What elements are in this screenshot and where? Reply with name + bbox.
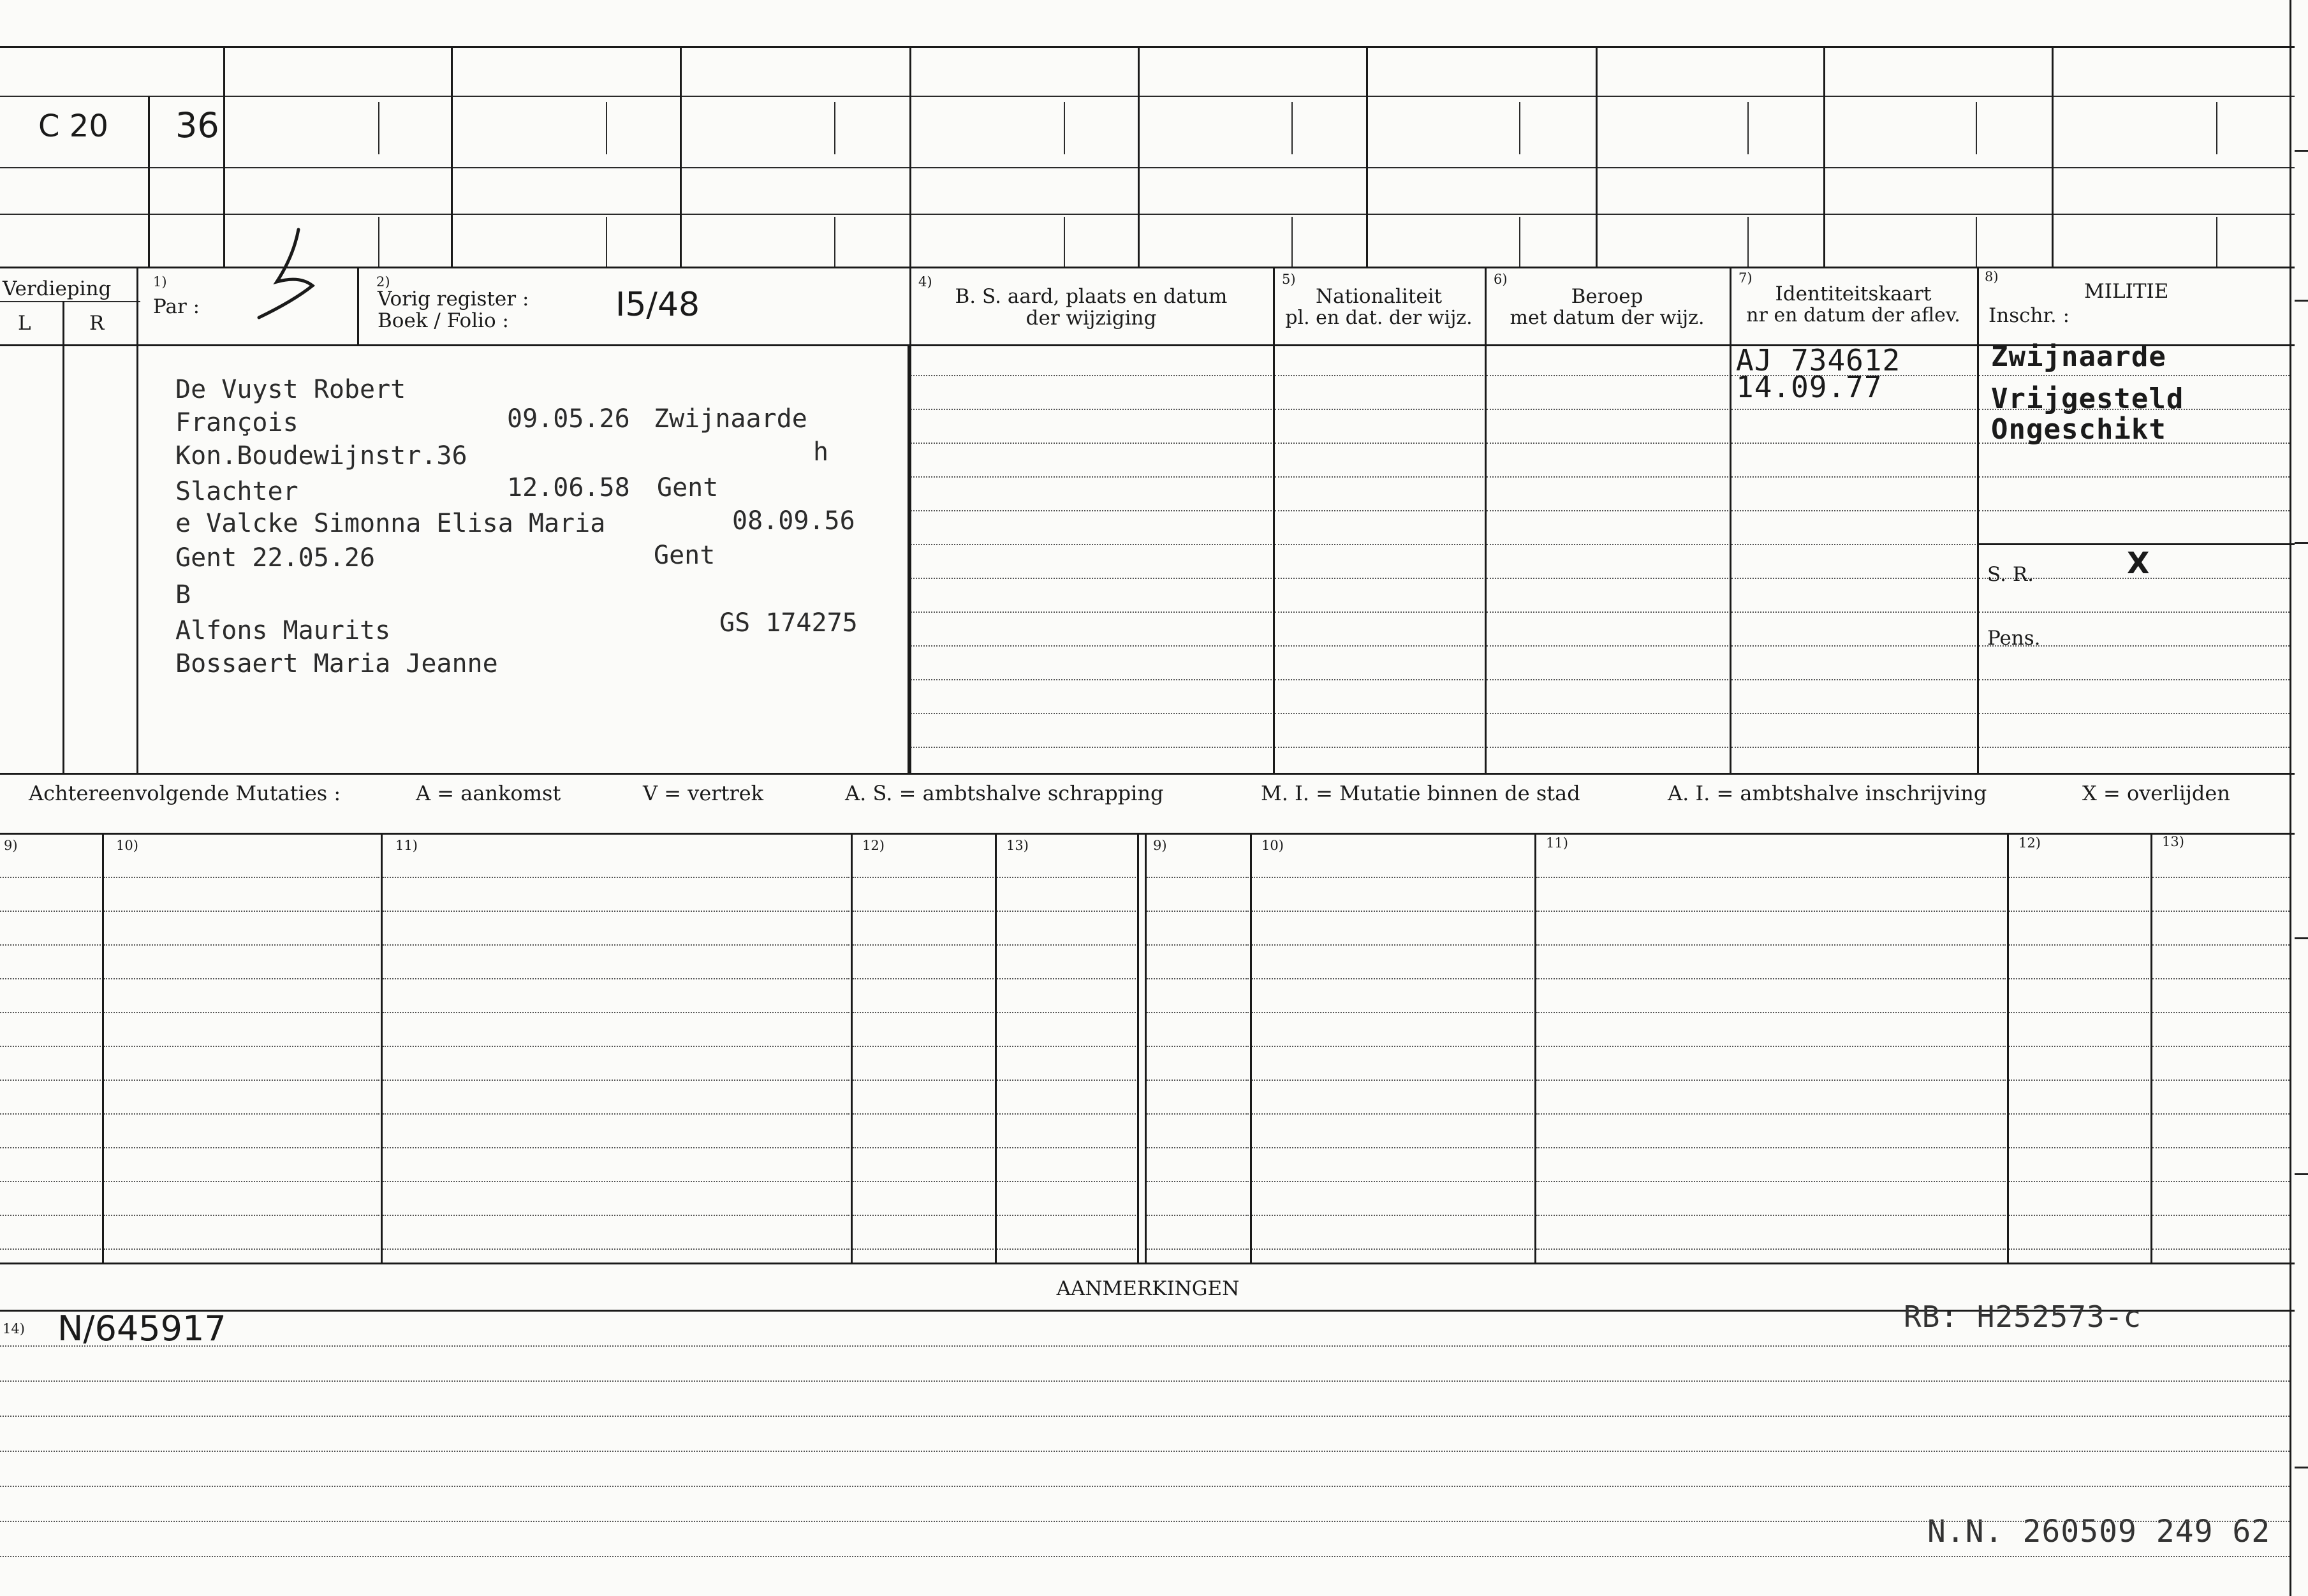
ruled-line xyxy=(997,1147,1136,1148)
legend-a: A = aankomst xyxy=(416,781,561,805)
ruled-line xyxy=(1487,409,1728,410)
ruled-line xyxy=(1252,978,1533,979)
ruled-line xyxy=(383,1215,849,1216)
ruled-line xyxy=(997,1080,1136,1081)
ruled-line xyxy=(0,877,101,878)
ruled-line xyxy=(911,476,1272,478)
ruled-line xyxy=(1487,476,1728,478)
ruled-line xyxy=(0,1248,101,1250)
ruled-line xyxy=(1147,944,1249,946)
ruled-line xyxy=(383,978,849,979)
ruled-line xyxy=(1147,1046,1249,1047)
mut-col-11: 11) xyxy=(395,838,418,853)
h-mark: h xyxy=(813,437,829,467)
ruled-line xyxy=(383,1012,849,1013)
ruled-line xyxy=(911,645,1272,647)
ruled-line xyxy=(2009,1113,2149,1115)
ruled-line xyxy=(853,1248,994,1250)
ruled-line xyxy=(1487,578,1728,579)
ruled-line xyxy=(2009,1080,2149,1081)
person-line: Slachter xyxy=(175,477,298,506)
ruled-line xyxy=(2009,877,2149,878)
ruled-line xyxy=(1275,510,1483,511)
ruled-line xyxy=(383,911,849,912)
ruled-line xyxy=(853,1080,994,1081)
ruled-line xyxy=(0,1486,2290,1487)
mut-col-12b: 12) xyxy=(2018,835,2041,851)
ruled-line xyxy=(1252,1113,1533,1115)
ruled-line xyxy=(2152,1080,2290,1081)
nn-number: N.N. 260509 249 62 xyxy=(1927,1514,2271,1549)
ruled-line xyxy=(1536,1012,2006,1013)
ruled-line xyxy=(1487,679,1728,680)
ruled-line xyxy=(0,1215,101,1216)
remarks-value: N/645917 xyxy=(57,1308,226,1349)
ruled-line xyxy=(1487,645,1728,647)
ruled-line xyxy=(1275,747,1483,748)
id-card-number: AJ 734612 xyxy=(1736,343,1901,377)
ruled-line xyxy=(0,1345,2290,1347)
ruled-line xyxy=(1147,1080,1249,1081)
person-line: Kon.Boudewijnstr.36 xyxy=(175,441,467,471)
ruled-line xyxy=(104,1046,379,1047)
ruled-line xyxy=(2152,911,2290,912)
ruled-line xyxy=(1275,713,1483,714)
militie-heading: MILITIE xyxy=(2084,280,2169,303)
ruled-line xyxy=(1275,578,1483,579)
ruled-line xyxy=(1536,1181,2006,1182)
rb-number: RB: H252573-c xyxy=(1904,1299,2142,1334)
ruled-line xyxy=(2152,1248,2290,1250)
ruled-line xyxy=(1275,476,1483,478)
date-2: 12.06.58 xyxy=(507,473,630,502)
ruled-line xyxy=(1252,944,1533,946)
ruled-line xyxy=(1147,877,1249,878)
legend-x: X = overlijden xyxy=(2082,781,2230,805)
ruled-line xyxy=(1275,679,1483,680)
ruled-line xyxy=(911,544,1272,545)
ruled-line xyxy=(1147,1248,1249,1250)
ruled-line xyxy=(1252,1080,1533,1081)
ruled-line xyxy=(853,1046,994,1047)
ruled-line xyxy=(2152,877,2290,878)
ruled-line xyxy=(1487,510,1728,511)
ruled-line xyxy=(1536,1215,2006,1216)
ruled-line xyxy=(0,1181,101,1182)
col5-heading-1: Nationaliteit xyxy=(1315,285,1443,308)
ruled-line xyxy=(1979,375,2290,376)
ruled-line xyxy=(2009,1147,2149,1148)
ruled-line xyxy=(1731,578,1976,579)
ruled-line xyxy=(0,1046,101,1047)
ruled-line xyxy=(1487,544,1728,545)
ruled-line xyxy=(911,713,1272,714)
ruled-line xyxy=(1731,645,1976,647)
col7-heading-2: nr en datum der aflev. xyxy=(1746,304,1960,326)
ruled-line xyxy=(1147,1113,1249,1115)
ruled-line xyxy=(1252,1147,1533,1148)
ruled-line xyxy=(383,1046,849,1047)
ruled-line xyxy=(853,978,994,979)
footnote-7: 7) xyxy=(1738,270,1753,286)
ruled-line xyxy=(104,1113,379,1115)
ruled-line xyxy=(1536,1080,2006,1081)
ruled-line xyxy=(1252,1215,1533,1216)
ruled-line xyxy=(1731,713,1976,714)
ruled-line xyxy=(853,911,994,912)
ruled-line xyxy=(853,1147,994,1148)
mut-col-9: 9) xyxy=(4,838,18,853)
mut-col-9b: 9) xyxy=(1153,838,1167,853)
footnote-8: 8) xyxy=(1985,269,1999,284)
verdieping-label: Verdieping xyxy=(3,277,112,300)
ruled-line xyxy=(1275,409,1483,410)
ruled-line xyxy=(0,1556,2290,1557)
ruled-line xyxy=(0,1080,101,1081)
inschr-label: Inschr. : xyxy=(1988,304,2070,327)
militie-status-1: Vrijgesteld xyxy=(1991,383,2184,415)
ruled-line xyxy=(2009,1181,2149,1182)
ruled-line xyxy=(0,1451,2290,1452)
ruled-line xyxy=(1252,1012,1533,1013)
ruled-line xyxy=(1731,679,1976,680)
ruled-line xyxy=(1487,747,1728,748)
boek-folio-label: Boek / Folio : xyxy=(378,309,509,332)
person-line: Gent 22.05.26 xyxy=(175,543,376,573)
ruled-line xyxy=(853,944,994,946)
ruled-line xyxy=(1731,611,1976,613)
person-line: De Vuyst Robert xyxy=(175,375,406,404)
ruled-line xyxy=(104,877,379,878)
ruled-line xyxy=(0,911,101,912)
ruled-line xyxy=(997,978,1136,979)
mut-col-12: 12) xyxy=(862,838,885,853)
ruled-line xyxy=(2152,1012,2290,1013)
ruled-line xyxy=(997,877,1136,878)
ruled-line xyxy=(1979,713,2290,714)
mut-col-10: 10) xyxy=(116,838,138,853)
ruled-line xyxy=(2009,1046,2149,1047)
ruled-line xyxy=(853,1181,994,1182)
ruled-line xyxy=(104,1215,379,1216)
person-line: François xyxy=(175,408,298,437)
sr-label: S. R. xyxy=(1987,563,2034,586)
vorig-register-label: Vorig register : xyxy=(378,288,529,311)
ruled-line xyxy=(1731,544,1976,545)
ruled-line xyxy=(383,1147,849,1148)
card-number: 36 xyxy=(175,105,219,145)
footnote-5: 5) xyxy=(1282,272,1296,287)
ruled-line xyxy=(1979,611,2290,613)
birth-place: Zwijnaarde xyxy=(654,404,807,434)
ruled-line xyxy=(911,375,1272,376)
ruled-line xyxy=(383,877,849,878)
place-2: Gent xyxy=(657,473,719,502)
ruled-line xyxy=(0,1012,101,1013)
ruled-line xyxy=(104,944,379,946)
footnote-4: 4) xyxy=(918,274,932,289)
person-line: Bossaert Maria Jeanne xyxy=(175,649,498,678)
mut-col-10b: 10) xyxy=(1261,838,1284,853)
col6-heading-2: met datum der wijz. xyxy=(1510,307,1705,329)
ruled-line xyxy=(1536,944,2006,946)
mut-col-13b: 13) xyxy=(2162,834,2184,849)
col4-heading-1: B. S. aard, plaats en datum xyxy=(955,285,1228,308)
ruled-line xyxy=(104,911,379,912)
ruled-line xyxy=(997,944,1136,946)
ruled-line xyxy=(1275,375,1483,376)
ruled-line xyxy=(911,679,1272,680)
ruled-line xyxy=(2009,911,2149,912)
ruled-line xyxy=(0,1521,2290,1522)
ruled-line xyxy=(2009,1215,2149,1216)
ruled-line xyxy=(1252,911,1533,912)
par-label: Par : xyxy=(153,295,200,318)
ruled-line xyxy=(0,1113,101,1115)
ruled-line xyxy=(104,1248,379,1250)
ruled-line xyxy=(1979,679,2290,680)
ruled-line xyxy=(2152,1215,2290,1216)
ruled-line xyxy=(2009,1248,2149,1250)
ruled-line xyxy=(1979,476,2290,478)
ruled-line xyxy=(1252,1181,1533,1182)
ruled-line xyxy=(911,510,1272,511)
place-3: Gent xyxy=(654,541,716,570)
footnote-1: 1) xyxy=(153,274,167,289)
ruled-line xyxy=(1731,409,1976,410)
ruled-line xyxy=(1147,978,1249,979)
ruled-line xyxy=(1979,747,2290,748)
ruled-line xyxy=(1252,1046,1533,1047)
gs-number: GS 174275 xyxy=(719,608,858,638)
ruled-line xyxy=(853,1113,994,1115)
ruled-line xyxy=(911,747,1272,748)
id-card-date: 14.09.77 xyxy=(1736,370,1883,404)
ruled-line xyxy=(1252,1248,1533,1250)
person-line: Alfons Maurits xyxy=(175,616,391,645)
ruled-line xyxy=(104,1012,379,1013)
ruled-line xyxy=(1147,1181,1249,1182)
ruled-line xyxy=(997,1248,1136,1250)
ruled-line xyxy=(911,578,1272,579)
ruled-line xyxy=(1536,1248,2006,1250)
col7-heading-1: Identiteitskaart xyxy=(1775,282,1932,305)
left-label: L xyxy=(18,312,31,335)
footnote-14: 14) xyxy=(3,1321,25,1336)
ruled-line xyxy=(1731,476,1976,478)
par-handwritten-mark xyxy=(249,224,319,326)
ruled-line xyxy=(0,978,101,979)
ruled-line xyxy=(1731,510,1976,511)
birth-date: 09.05.26 xyxy=(507,404,630,434)
sr-value: X xyxy=(2127,546,2150,580)
ruled-line xyxy=(383,944,849,946)
ruled-line xyxy=(1487,611,1728,613)
footnote-6: 6) xyxy=(1494,272,1508,287)
spouse-date: 08.09.56 xyxy=(732,506,855,536)
ruled-line xyxy=(2152,1046,2290,1047)
ruled-line xyxy=(104,978,379,979)
ruled-line xyxy=(1536,978,2006,979)
ruled-line xyxy=(853,1215,994,1216)
ruled-line xyxy=(853,1012,994,1013)
col4-heading-2: der wijziging xyxy=(1025,307,1157,330)
legend-as: A. S. = ambtshalve schrapping xyxy=(845,781,1164,805)
mutaties-title: Achtereenvolgende Mutaties : xyxy=(29,781,341,805)
ruled-line xyxy=(1536,911,2006,912)
ruled-line xyxy=(911,611,1272,613)
ruled-line xyxy=(1536,877,2006,878)
ruled-line xyxy=(1147,1012,1249,1013)
ruled-line xyxy=(0,1416,2290,1417)
militie-place: Zwijnaarde xyxy=(1991,340,2166,373)
ruled-line xyxy=(997,1012,1136,1013)
ruled-line xyxy=(2152,1181,2290,1182)
ruled-line xyxy=(2152,978,2290,979)
col6-heading-1: Beroep xyxy=(1571,285,1643,308)
ruled-line xyxy=(0,1380,2290,1382)
ruled-line xyxy=(383,1248,849,1250)
ruled-line xyxy=(104,1080,379,1081)
ruled-line xyxy=(997,1046,1136,1047)
militie-status-2: Ongeschikt xyxy=(1991,413,2166,446)
person-line: e Valcke Simonna Elisa Maria xyxy=(175,509,606,538)
ruled-line xyxy=(383,1181,849,1182)
ruled-line xyxy=(1275,544,1483,545)
ruled-line xyxy=(1536,1147,2006,1148)
mut-col-13: 13) xyxy=(1006,838,1029,853)
ruled-line xyxy=(997,1215,1136,1216)
ruled-line xyxy=(0,1147,101,1148)
legend-ai: A. I. = ambtshalve inschrijving xyxy=(1668,781,1987,805)
pens-label: Pens. xyxy=(1987,627,2041,650)
footnote-2: 2) xyxy=(376,274,390,289)
ruled-line xyxy=(1979,510,2290,511)
ruled-line xyxy=(853,877,994,878)
ruled-line xyxy=(1536,1113,2006,1115)
ruled-line xyxy=(1147,1147,1249,1148)
right-label: R xyxy=(89,312,105,335)
ruled-line xyxy=(1252,877,1533,878)
ruled-line xyxy=(1275,645,1483,647)
ruled-line xyxy=(911,443,1272,444)
ruled-line xyxy=(1275,611,1483,613)
ruled-line xyxy=(2152,1147,2290,1148)
ruled-line xyxy=(104,1181,379,1182)
col5-heading-2: pl. en dat. der wijz. xyxy=(1285,307,1473,329)
ruled-line xyxy=(1147,911,1249,912)
ruled-line xyxy=(2152,944,2290,946)
ruled-line xyxy=(1487,375,1728,376)
card-code: C 20 xyxy=(38,108,108,144)
ruled-line xyxy=(0,944,101,946)
legend-v: V = vertrek xyxy=(643,781,764,805)
legend-mi: M. I. = Mutatie binnen de stad xyxy=(1261,781,1580,805)
ruled-line xyxy=(1147,1215,1249,1216)
ruled-line xyxy=(2009,944,2149,946)
ruled-line xyxy=(1487,443,1728,444)
ruled-line xyxy=(997,911,1136,912)
ruled-line xyxy=(2152,1113,2290,1115)
ruled-line xyxy=(997,1113,1136,1115)
ruled-line xyxy=(1731,443,1976,444)
ruled-line xyxy=(1487,713,1728,714)
ruled-line xyxy=(104,1147,379,1148)
ruled-line xyxy=(1536,1046,2006,1047)
person-line: B xyxy=(175,580,191,610)
ruled-line xyxy=(2009,978,2149,979)
mut-col-11b: 11) xyxy=(1546,835,1568,851)
ruled-line xyxy=(1731,747,1976,748)
ruled-line xyxy=(383,1080,849,1081)
ruled-line xyxy=(383,1113,849,1115)
ruled-line xyxy=(1275,443,1483,444)
ruled-line xyxy=(2009,1012,2149,1013)
vorig-register-value: I5/48 xyxy=(615,286,700,324)
ruled-line xyxy=(911,409,1272,410)
remarks-title: AANMERKINGEN xyxy=(1056,1277,1240,1300)
ruled-line xyxy=(997,1181,1136,1182)
